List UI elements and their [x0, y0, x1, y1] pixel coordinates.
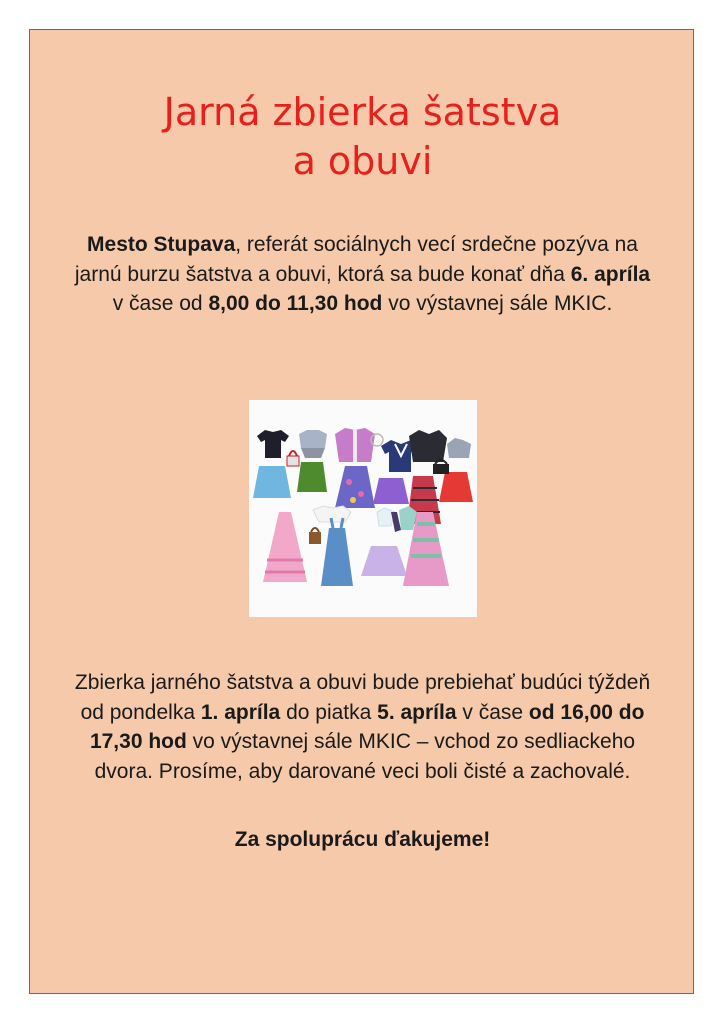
- title-line-1: Jarná zbierka šatstva: [163, 90, 562, 134]
- title-line-2: a obuvi: [292, 139, 433, 183]
- event-date: 6. apríla: [570, 262, 651, 286]
- collection-text-2: do piatka: [280, 700, 378, 724]
- collection-text-3: v čase: [456, 700, 529, 724]
- collection-to-date: 5. apríla: [377, 700, 457, 724]
- intro-text-1: , referát sociálnych vecí srdečne pozýva na jarnú burzu šatstva a obuvi, ktorá sa bude konať dňa: [74, 233, 638, 286]
- collection-text-4: vo výstavnej sále MKIC – vchod zo sedliackeho dvora. Prosíme, aby darované veci boli čisté a zachovalé.: [94, 730, 636, 783]
- collection-time: od 16,00 do 17,30 hod: [89, 700, 645, 753]
- organization-name: Mesto Stupava: [87, 233, 236, 256]
- poster: [29, 29, 694, 994]
- event-time: 8,00 do 11,30 hod: [208, 292, 383, 315]
- intro-paragraph: [70, 230, 655, 319]
- intro-text-2: v čase od: [112, 292, 209, 315]
- thanks-text: Za spoluprácu ďakujeme!: [234, 828, 491, 851]
- page-title: [30, 88, 695, 186]
- collection-paragraph: [70, 668, 655, 786]
- collection-text-1: Zbierka jarného šatstva a obuvi bude prebiehať budúci týždeň od pondelka: [74, 671, 651, 724]
- collection-from-date: 1. apríla: [200, 700, 281, 724]
- clothes-collection-icon: [249, 400, 477, 617]
- intro-text-3: vo výstavnej sále MKIC.: [382, 292, 613, 315]
